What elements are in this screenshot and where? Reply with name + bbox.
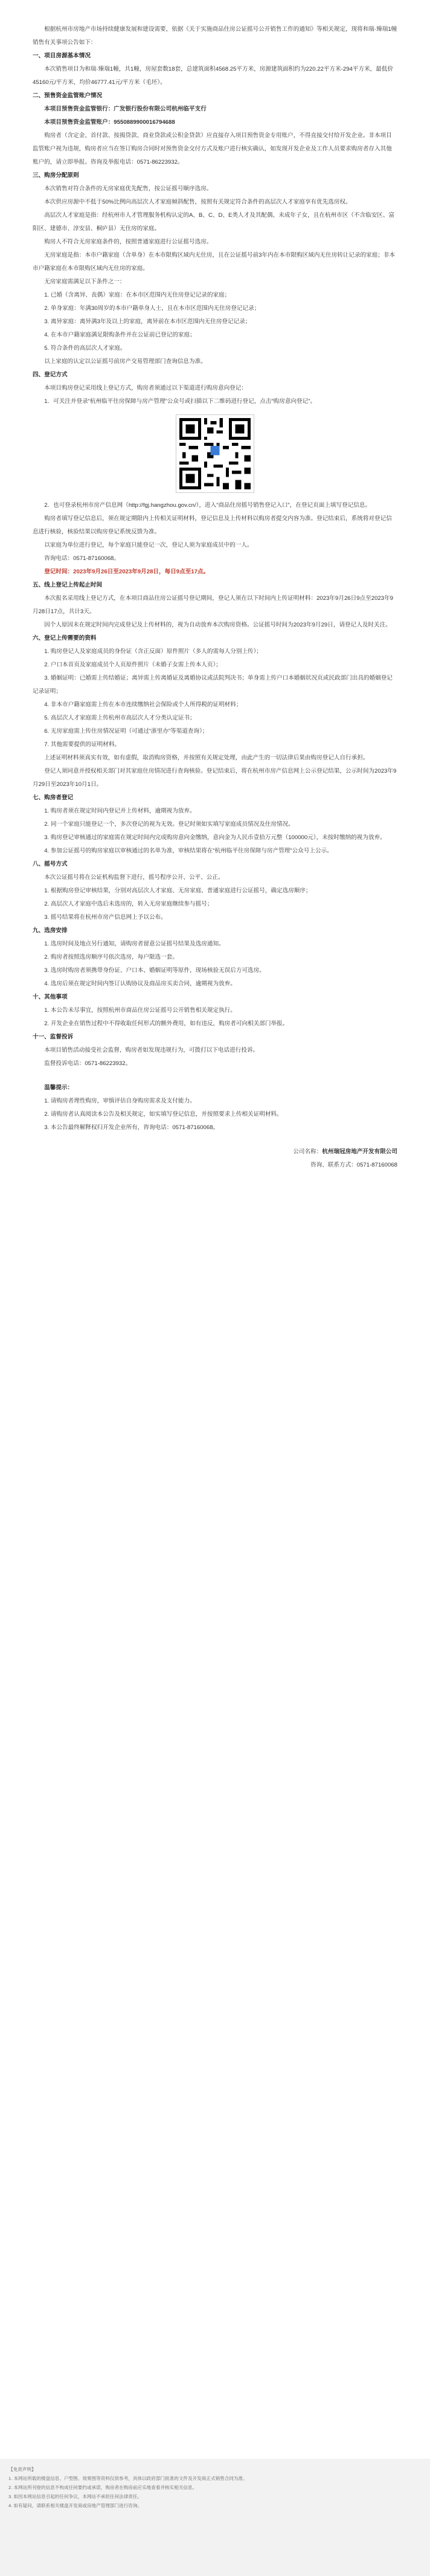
section-5-p1: 本次报名采用线上登记方式，在本项目商品住房公证摇号登记期间，登记人须在以下时间内上传证明材料：2023年9月26日9点至2023年9月28日17点，共计3天。 xyxy=(33,595,394,615)
section-7-p4: 4. 参加公证摇号的购房家庭以审核通过的名单为准，审核结果将在“杭州临平住房保障与房产管理”公众号上公示。 xyxy=(44,848,333,854)
supervision-bank: 本项目预售资金监管银行：广发银行股份有限公司杭州临平支行 xyxy=(44,106,207,112)
section-4-p3: 2．也可登录杭州市房产信息网（http://fgj.hangzhou.gov.cn/），进入“商品住房摇号销售登记入口”，在登记页面上填写登记信息。 xyxy=(44,502,371,509)
tips-p3: 3. 本公告最终解释权归开发企业所有，咨询电话：0571-87160068。 xyxy=(44,1124,219,1131)
registration-time: 登记时间：2023年9月26日至2023年9月28日，每日9点至17点。 xyxy=(44,568,210,575)
intro-paragraph: 根据杭州市房地产市场持续健康发展和建设需要，依据《关于实施商品住房公证摇号公开销售工作的通知》等相关规定，现将和瑞·臻瑞1幢销售有关事项公告如下： xyxy=(33,26,397,46)
section-7-p2: 2. 同一个家庭只能登记一个，多次登记的视为无效。登记时须如实填写家庭成员情况及住房情况。 xyxy=(44,821,294,828)
section-4-p1: 本项目购房登记采用线上登记方式，购房者须通过以下渠道进行购房意向登记： xyxy=(44,385,247,391)
section-2-title: 二、预售资金监管账户情况 xyxy=(33,92,103,99)
tips-p2: 2. 请购房者认真阅读本公告及相关规定，如实填写登记信息，并按照要求上传相关证明材料。 xyxy=(44,1111,283,1118)
section-6-p2: 登记人须同意并授权相关部门对其家庭住房情况进行查询核验。登记结束后，将在杭州市房产信息网上公示登记结果，公示时间为2023年9月29日至2023年10月1日。 xyxy=(33,768,397,788)
section-8-p1: 本次公证摇号将在公证机构监督下进行，摇号程序公开、公平、公正。 xyxy=(44,874,224,881)
section-4-p2: 1．可关注并登录“杭州临平住房保障与房产管理”公众号或扫描以下二维码进行登记，点击“购房意向登记”。 xyxy=(44,398,316,405)
list-item: 1. 购房登记人及家庭成员的身份证（含正反面）原件照片（多人的需每人分别上传）； xyxy=(44,648,263,655)
announcement-body xyxy=(33,23,397,1172)
section-10-p2: 2. 开发企业在销售过程中不得收取任何形式的额外费用，如有违反，购房者可向相关部门举报。 xyxy=(44,1020,289,1027)
section-8-p3: 2. 高层次人才家庭中选后未选房的，转入无房家庭继续参与摇号； xyxy=(44,901,213,907)
list-item: 3. 离异家庭：离异满3年及以上的家庭，离异前在本市区范围内无住房登记记录； xyxy=(44,318,251,325)
section-1-title: 一、项目房源基本情况 xyxy=(33,53,91,59)
section-7-p1: 1. 购房者须在规定时间内登记并上传材料，逾期视为放弃。 xyxy=(44,808,196,814)
disclaimer-line: 3. 如因本网站信息引起的任何争议，本网站不承担任何法律责任。 xyxy=(8,2494,143,2499)
section-10-title: 十、其他事项 xyxy=(33,994,68,1000)
section-8-p4: 3. 摇号结果将在杭州市房产信息网上予以公布。 xyxy=(44,914,167,921)
disclaimer-line: 1. 本网站所载的楼盘信息、户型图、效果图等资料仅供参考，具体以政府部门批准的文件及开发商正式销售合同为准。 xyxy=(8,2476,248,2481)
section-4-p5: 以家庭为单位进行登记，每个家庭只能登记一次，登记人须为家庭成员中的一人。 xyxy=(44,542,253,549)
company-name: 杭州瑞冠房地产开发有限公司 xyxy=(322,1148,397,1155)
section-11-p2: 监督投诉电话：0571-86223932。 xyxy=(44,1060,132,1067)
section-9-p3: 3. 选房时购房者须携带身份证、户口本、婚姻证明等原件，现场核验无误后方可选房。 xyxy=(44,967,265,974)
contact-info: 咨询、联系方式：0571-87160068 xyxy=(310,1162,397,1168)
section-3-title: 三、购房分配原则 xyxy=(33,172,79,179)
list-item: 7. 其他需要提供的证明材料。 xyxy=(44,741,120,748)
section-10-p1: 1. 本公告未尽事宜，按照杭州市商品住房公证摇号公开销售相关规定执行。 xyxy=(44,1007,236,1014)
list-item: 2. 单身家庭：年满30周岁的本市户籍单身人士，且在本市区范围内无住房登记记录； xyxy=(44,305,260,312)
list-item: 1. 已婚（含离异、丧偶）家庭：在本市区范围内无住房登记记录的家庭； xyxy=(44,292,231,298)
company-label: 公司名称： xyxy=(293,1148,322,1155)
list-item: 4. 在本市户籍家庭满足限购条件并在公证前已登记的家庭； xyxy=(44,332,196,338)
list-item: 4. 非本市户籍家庭需上传在本市连续缴纳社会保险或个人所得税的证明材料； xyxy=(44,701,242,708)
section-9-p2: 2. 购房者按照选房顺序号依次选房，每户限选一套。 xyxy=(44,954,178,961)
section-9-title: 九、选房安排 xyxy=(33,927,68,934)
section-8-p2: 1. 根据购房登记审核结果，分别对高层次人才家庭、无房家庭、普通家庭进行公证摇号，确定选房顺序； xyxy=(44,887,312,894)
section-3-p4: 购房人不符合无房家庭条件的，按照普通家庭进行公证摇号选房。 xyxy=(44,239,213,245)
section-4-title: 四、登记方式 xyxy=(33,372,68,378)
consult-phone: 咨询电话：0571-87160068。 xyxy=(44,555,120,562)
section-11-p1: 本项目销售活动接受社会监督，购房者如发现违规行为，可拨打以下电话进行投诉。 xyxy=(44,1047,259,1054)
company-signature xyxy=(33,1145,397,1159)
section-5-title: 五、线上登记上传起止时间 xyxy=(33,582,103,588)
section-6-p1: 上述证明材料须真实有效，如有虚假，取消购房资格，并按照有关规定处理，由此产生的一切法律后果由购房登记人自行承担。 xyxy=(44,755,369,761)
section-7-p3: 3. 购房登记审核通过的家庭需在规定时间内完成购房意向金缴纳，意向金为人民币壹拾万元整（100000元），未按时缴纳的视为放弃。 xyxy=(44,834,386,841)
tips-title: 温馨提示： xyxy=(44,1084,74,1091)
section-1-paragraph: 本次销售项目为和瑞·臻瑞1幢，共1幢，房屋套数18套，总建筑面积4568.25平方米，房源建筑面积约为220.22平方米-294平方米，最低价45160元/平方米，均价46777.41元/平方米（毛坯）。 xyxy=(33,66,394,86)
disclaimer-line: 2. 本网站所刊登的信息不构成任何要约或承诺，购房者在购房前应实地查看并核实相关信息。 xyxy=(8,2485,197,2490)
tips-p1: 1. 请购房者理性购房，审慎评估自身购房需求及支付能力。 xyxy=(44,1098,196,1104)
section-3-p6: 以上家庭的认定以公证摇号前房产交易管理部门查询信息为准。 xyxy=(44,358,207,365)
section-2-paragraph: 购房者（含定金、首付款、按揭贷款、商业贷款或公积金贷款）应直接存入项目预售资金专用账户，不得直接交付给开发企业。非本项目监管账户视为违规，购房者应当在签订购房合同时对预售资金交付方式及账户进行核实确认，如发现开发企业及工作人员要求购房者存入其他账户的，请立即举报。咨询及举报电话：0571-86223932。 xyxy=(33,132,392,166)
supervision-account: 本项目预售资金监管账户：9550889900016794688 xyxy=(44,119,175,126)
section-3-p2: 本次供应房源中不低于50%比例向高层次人才家庭倾斜配售，按照有关规定符合条件的高层次人才家庭享有优先选房权。 xyxy=(44,199,351,205)
section-3-p1: 本次销售对符合条件的无房家庭优先配售，按公证摇号顺序选房。 xyxy=(44,185,213,192)
section-4-p4: 购房者填写登记信息后，须在规定期限内上传相关证明材料，登记信息及上传材料以购房者提交内容为准。登记结束后，系统将对登记信息进行核验，核验结果以购房登记系统反馈为准。 xyxy=(33,515,392,535)
section-3-p5: 无房家庭是指：本市户籍家庭（含单身）在本市限购区域内无住房，且在公证摇号前3年内在本市限购区域内无住房转让记录的家庭；非本市户籍家庭在本市限购区域内无住房的家庭。 xyxy=(33,252,396,272)
section-9-p4: 4. 选房后须在规定时间内签订认购协议及商品房买卖合同，逾期视为放弃。 xyxy=(44,980,236,987)
section-3-p3: 高层次人才家庭是指：经杭州市人才管理服务机构认定的A、B、C、D、E类人才及其配偶、未成年子女，且在杭州市区（不含临安区、富阳区、建德市、淳安县、桐庐县）无住房的家庭。 xyxy=(33,212,395,232)
section-11-title: 十一、监督投诉 xyxy=(33,1034,74,1040)
section-8-title: 八、摇号方式 xyxy=(33,861,68,868)
disclaimer-footer xyxy=(0,2459,430,2576)
disclaimer-line: 4. 如有疑问，请联系相关楼盘开发商或房地产管理部门进行咨询。 xyxy=(8,2503,143,2508)
section-6-title: 六、登记上传需要的资料 xyxy=(33,635,97,642)
list-item: 3. 婚姻证明：已婚需上传结婚证；离异需上传离婚证及离婚协议或法院判决书；单身需上传户口本婚姻状况页或民政部门出具的婚姻登记记录证明； xyxy=(33,675,393,695)
list-item: 5. 符合条件的高层次人才家庭。 xyxy=(44,345,126,352)
list-item: 5. 高层次人才家庭需上传杭州市高层次人才分类认定证书； xyxy=(44,715,196,721)
section-5-p2: 因个人原因未在规定时间内完成登记及上传材料的，视为自动放弃本次购房资格。公证摇号时间为2023年9月29日，请登记人及时关注。 xyxy=(44,622,391,628)
qr-code-area xyxy=(33,408,397,499)
list-item: 2. 户口本首页及家庭成员个人页原件照片（未婚子女需上传本人页）； xyxy=(44,662,222,668)
qr-code-icon[interactable] xyxy=(176,414,254,493)
list-item: 6. 无房家庭需上传住房情况证明（可通过“浙里办”等渠道查询）； xyxy=(44,728,208,735)
section-7-title: 七、购房者登记 xyxy=(33,794,74,801)
section-3-list-title: 无房家庭需满足以下条件之一： xyxy=(44,279,126,285)
disclaimer-title: 【免责声明】 xyxy=(8,2467,36,2472)
section-9-p1: 1. 选房时间及地点另行通知，请购房者留意公证摇号结果及选房通知。 xyxy=(44,941,225,947)
